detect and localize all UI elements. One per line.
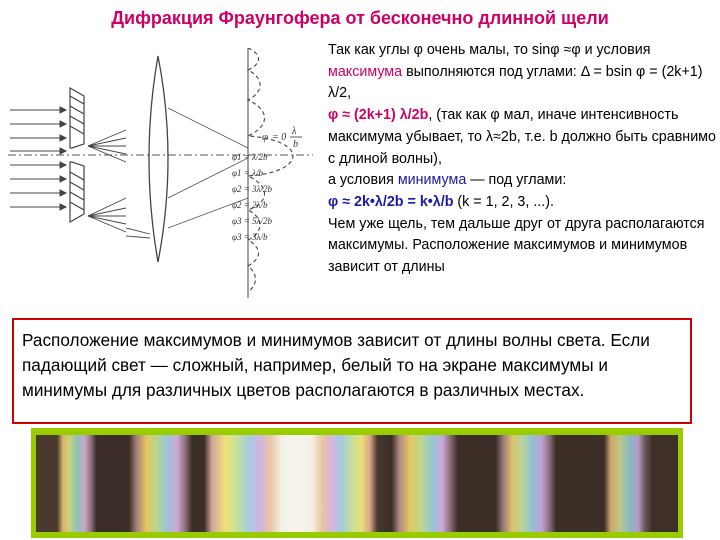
summary-box: Расположение максимумов и минимумов зависит от длины волны света. Если падающий свет — сложный, например, белый то на экране максимумы и минимумы для различных цветов располагаются в различных местах. xyxy=(12,318,692,424)
phi1-label-a: φ1 = λ/2b xyxy=(232,152,268,162)
text-span: Так как углы xyxy=(328,42,414,58)
phi-symbol: φ xyxy=(571,42,581,58)
phi-symbol: φ xyxy=(413,42,423,58)
b-label: b xyxy=(293,139,298,150)
explanation-text xyxy=(328,40,716,279)
phi-symbol: φ xyxy=(550,42,560,58)
incident-rays xyxy=(10,107,66,210)
minimum-formula: φ ≈ 2k•λ/2b = k•λ/b xyxy=(328,193,454,210)
text-span: мал, иначе интенсивность максимума убывает, то λ≈2b, т.е. b должно быть сравнимо с длиной волны), xyxy=(328,107,716,167)
maximum-formula: φ ≈ (2k+1) λ/2b xyxy=(328,107,429,124)
phi2-label-b: φ2 = 2λ/b xyxy=(232,200,268,210)
lambda-label: λ xyxy=(292,126,297,137)
text-span: очень малы, то sin xyxy=(422,42,551,58)
paragraph-maximum-condition xyxy=(328,40,716,105)
spectrum-frame xyxy=(31,428,683,538)
phi2-label-a: φ2 = 3λ/2b xyxy=(232,184,272,194)
text-span: = (2k+1) λ/2, xyxy=(328,63,703,102)
text-span: , (так как xyxy=(428,107,491,124)
paragraph-minimum-condition xyxy=(328,170,716,192)
paragraph-maximum-formula xyxy=(328,105,716,170)
phi-symbol: φ xyxy=(636,63,646,80)
phi-eq-label: = 0 xyxy=(272,132,287,143)
text-span: а условия xyxy=(328,172,398,189)
text-span: выполняются под углами: Δ = bsin xyxy=(402,63,637,80)
phi3-label-a: φ3 = 5λ/2b xyxy=(232,216,272,226)
lens xyxy=(149,56,168,262)
phi-label: φ xyxy=(262,131,269,143)
phi3-label-b: φ3 = 3λ/b xyxy=(232,232,268,242)
maximum-term: максимума xyxy=(328,63,403,80)
diffraction-spectrum-image xyxy=(36,435,678,532)
paragraph-minimum-formula xyxy=(328,192,716,214)
phi1-label-b: φ1 = λ/b xyxy=(232,168,263,178)
paragraph-conclusion: Чем уже щель, тем дальше друг от друга располагаются максимумы. Расположение максимумов и минимумов зависит от длины xyxy=(328,215,705,276)
text-span: — под углами: xyxy=(466,172,567,189)
diffracted-rays xyxy=(88,130,150,238)
text-span: и условия xyxy=(580,42,651,58)
text-span: (k = 1, 2, 3, ...). xyxy=(453,193,554,210)
phi-symbol: φ xyxy=(490,107,500,124)
minimum-term: минимума xyxy=(397,172,467,189)
diffraction-diagram xyxy=(8,48,320,308)
text-span: ≈ xyxy=(559,42,572,58)
page-title: Дифракция Фраунгофера от бесконечно длинной щели xyxy=(111,8,609,28)
